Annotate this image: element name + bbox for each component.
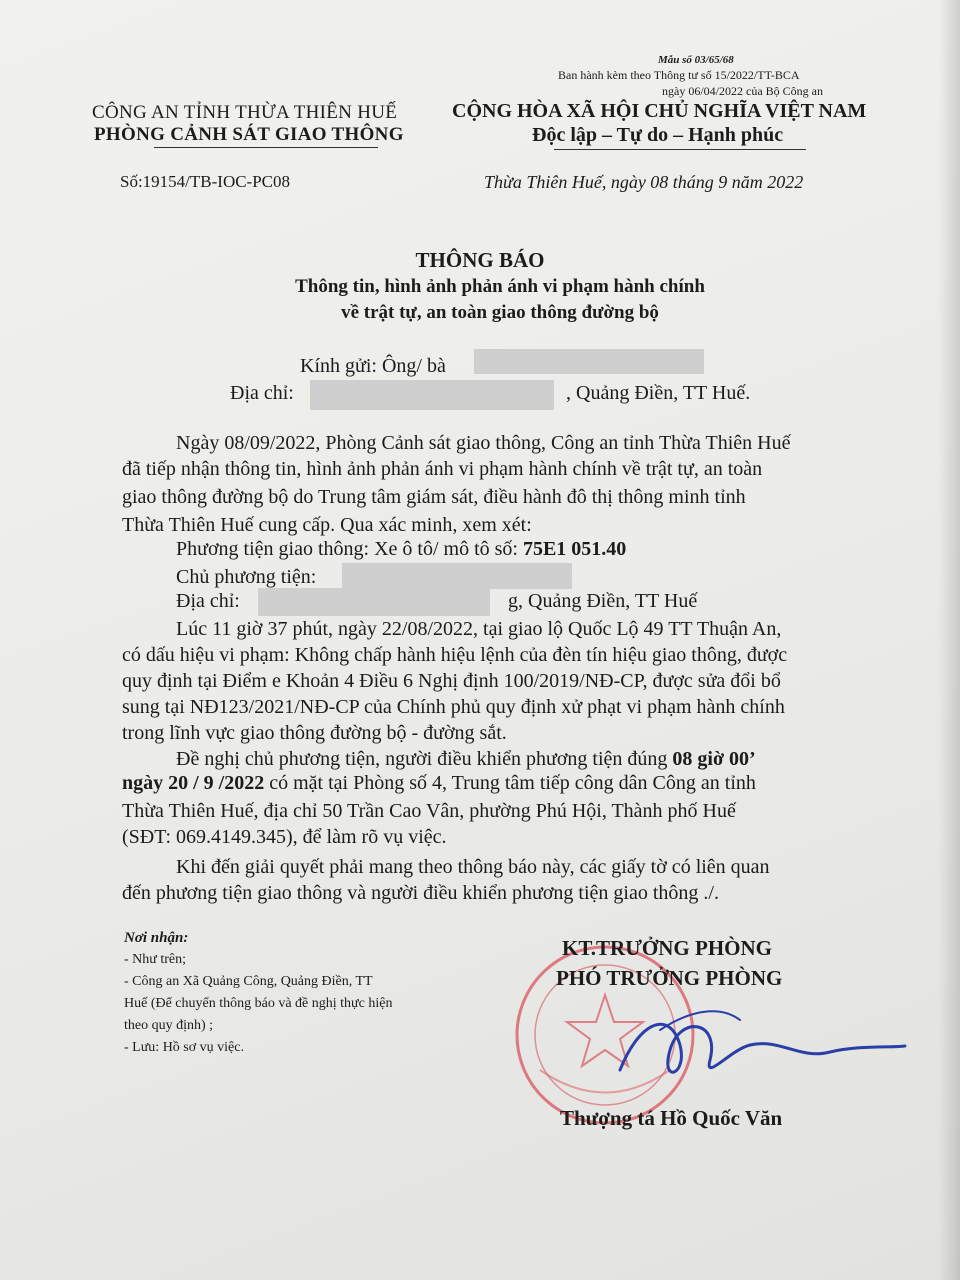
national-title: CỘNG HÒA XÃ HỘI CHỦ NGHĨA VIỆT NAM <box>452 100 867 122</box>
body-line: đến phương tiện giao thông và người điều khiển phương tiện giao thông ./. <box>122 882 719 904</box>
appointment-date-line <box>122 772 756 795</box>
document-number: Số:19154/TB-IOC-PC08 <box>120 172 291 191</box>
appointment-time: 08 giờ 00’ <box>672 748 756 770</box>
body-line: quy định tại Điểm e Khoản 4 Điều 6 Nghị định 100/2019/NĐ-CP, được sửa đổi bổ <box>122 670 781 692</box>
vehicle-label: Phương tiện giao thông: Xe ô tô/ mô tô số: <box>176 538 523 560</box>
signer-name: Thượng tá Hồ Quốc Văn <box>560 1106 783 1130</box>
national-motto: Độc lập – Tự do – Hạnh phúc <box>532 124 784 146</box>
form-issued-line2: ngày 06/04/2022 của Bộ Công an <box>662 84 823 98</box>
org-unit: PHÒNG CẢNH SÁT GIAO THÔNG <box>94 124 404 145</box>
motto-underline <box>554 149 806 150</box>
body-line: (SĐT: 069.4149.345), để làm rõ vụ việc. <box>122 826 447 848</box>
owner-address-suffix: g, Quảng Điền, TT Huế <box>508 590 698 612</box>
appointment-day-label: ngày <box>122 772 169 794</box>
body-line: đã tiếp nhận thông tin, hình ảnh phản ánh vi phạm hành chính về trật tự, an toàn <box>122 458 763 480</box>
recipient-address-redaction <box>310 380 554 410</box>
document-title: THÔNG BÁO <box>415 248 545 272</box>
vehicle-line <box>176 538 626 561</box>
body-line: Lúc 11 giờ 37 phút, ngày 22/08/2022, tại giao lộ Quốc Lộ 49 TT Thuận An, <box>176 618 782 640</box>
body-line: có dấu hiệu vi phạm: Không chấp hành hiệu lệnh của đèn tín hiệu giao thông, được <box>122 644 788 666</box>
vehicle-plate: 75E1 051.40 <box>522 538 627 560</box>
appointment-text: Đề nghị chủ phương tiện, người điều khiển phương tiện đúng <box>176 748 673 770</box>
org-parent: CÔNG AN TỈNH THỪA THIÊN HUẾ <box>92 102 398 123</box>
document-subtitle-2: về trật tự, an toàn giao thông đường bộ <box>341 302 659 323</box>
document-subtitle-1: Thông tin, hình ảnh phản ánh vi phạm hành chính <box>295 276 705 297</box>
body-line: Ngày 08/09/2022, Phòng Cảnh sát giao thông, Công an tỉnh Thừa Thiên Huế <box>176 432 791 454</box>
body-line: Thừa Thiên Huế, địa chỉ 50 Trần Cao Vân, phường Phú Hội, Thành phố Huế <box>122 800 736 822</box>
form-number: Mẫu số 03/65/68 <box>658 54 734 66</box>
recipients-item: - Công an Xã Quảng Công, Quảng Điền, TT <box>124 974 373 989</box>
recipients-title: Nơi nhận: <box>124 930 189 946</box>
owner-label: Chủ phương tiện: <box>176 566 317 588</box>
owner-address-label: Địa chỉ: <box>176 590 240 612</box>
recipients-item: theo quy định) ; <box>124 1018 214 1033</box>
recipient-address-label: Địa chỉ: <box>230 382 294 404</box>
recipient-address-suffix: , Quảng Điền, TT Huế. <box>566 382 751 404</box>
appointment-place: có mặt tại Phòng số 4, Trung tâm tiếp công dân Công an tỉnh <box>264 772 756 794</box>
owner-name-redaction <box>342 563 572 589</box>
body-line: Khi đến giải quyết phải mang theo thông báo này, các giấy tờ có liên quan <box>176 856 770 878</box>
recipients-item: - Như trên; <box>124 952 187 967</box>
form-issued-line1: Ban hành kèm theo Thông tư số 15/2022/TT-BCA <box>558 68 800 82</box>
recipients-item: Huế (Để chuyển thông báo và đề nghị thực hiện <box>124 996 393 1011</box>
body-line: sung tại NĐ123/2021/NĐ-CP của Chính phủ quy định xử phạt vi phạm hành chính <box>122 696 785 718</box>
org-underline <box>154 147 378 148</box>
signature-title-1: KT.TRƯỞNG PHÒNG <box>562 936 772 960</box>
recipient-greeting: Kính gửi: Ông/ bà <box>300 355 446 377</box>
recipients-item: - Lưu: Hồ sơ vụ việc. <box>124 1040 244 1055</box>
body-line: giao thông đường bộ do Trung tâm giám sát, điều hành đô thị thông minh tỉnh <box>122 486 746 508</box>
body-line: Thừa Thiên Huế cung cấp. Qua xác minh, xem xét: <box>122 514 532 536</box>
signature-title-2: PHÓ TRƯỞNG PHÒNG <box>556 966 783 990</box>
handwritten-signature <box>600 990 920 1110</box>
appointment-line <box>176 748 756 771</box>
appointment-date: 20 / 9 /2022 <box>168 772 265 794</box>
body-line: trong lĩnh vực giao thông đường bộ - đường sắt. <box>122 722 507 744</box>
owner-address-redaction <box>258 588 490 616</box>
place-date: Thừa Thiên Huế, ngày 08 tháng 9 năm 2022 <box>484 172 804 192</box>
recipient-name-redaction <box>474 349 704 374</box>
